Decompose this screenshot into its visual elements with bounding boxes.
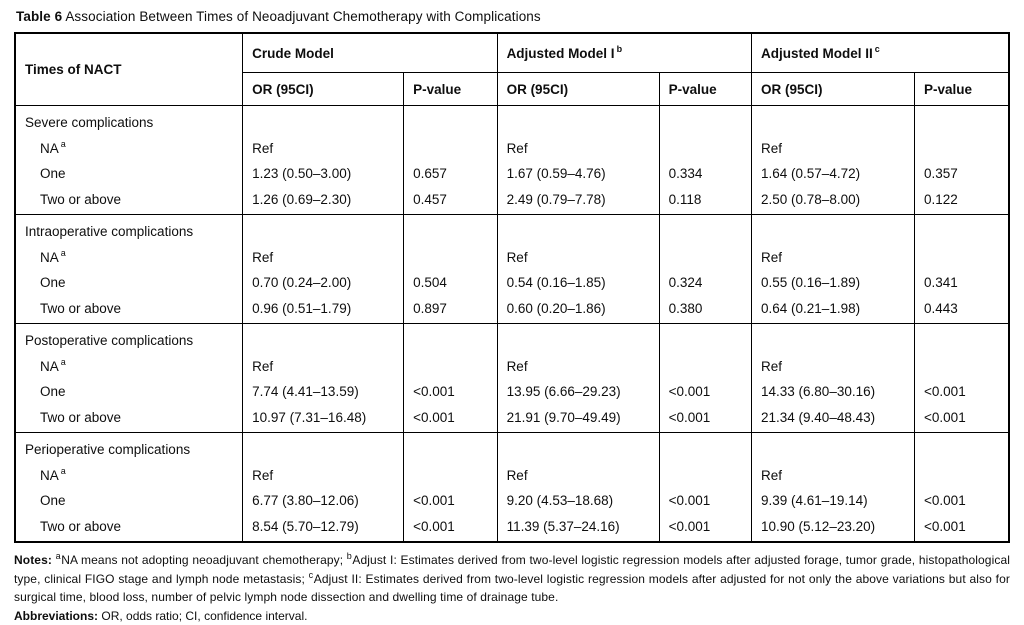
value-line: 1.67 (0.59–4.76) (507, 161, 655, 187)
value-line: Ref (507, 354, 655, 380)
value-line (413, 463, 492, 489)
blank-line (761, 110, 910, 136)
section-title: Perioperative complications (25, 437, 238, 463)
column-group-adjusted-model-2 (752, 33, 1009, 73)
adjusted-model-2-superscript: c (875, 44, 880, 54)
value-line: 0.54 (0.16–1.85) (507, 270, 655, 296)
or-95ci-cell (752, 324, 915, 433)
value-line: 13.95 (6.66–29.23) (507, 379, 655, 405)
row-label: One (25, 488, 238, 514)
value-line: <0.001 (669, 379, 747, 405)
value-line (669, 463, 747, 489)
blank-line (413, 328, 492, 354)
p-value-cell (659, 106, 751, 215)
blank-line (252, 110, 399, 136)
value-line: <0.001 (669, 514, 747, 540)
p-value-cell (404, 324, 497, 433)
value-line (669, 245, 747, 271)
or-95ci-cell (752, 106, 915, 215)
value-line: 11.39 (5.37–24.16) (507, 514, 655, 540)
row-label-cell (15, 106, 243, 215)
row-label: Two or above (25, 405, 238, 431)
row-label-cell (15, 433, 243, 543)
value-line: Ref (761, 463, 910, 489)
blank-line (924, 437, 1004, 463)
adjusted-model-2-label: Adjusted Model II (761, 46, 873, 61)
row-label: Two or above (25, 514, 238, 540)
value-line: 9.20 (4.53–18.68) (507, 488, 655, 514)
p-value-cell (659, 324, 751, 433)
column-group-adjusted-model-1 (497, 33, 751, 73)
row-label: Two or above (25, 187, 238, 213)
p-value-cell (915, 324, 1009, 433)
value-line: Ref (252, 136, 399, 162)
or-95ci-cell (497, 106, 659, 215)
or-95ci-cell (243, 324, 404, 433)
value-line: <0.001 (924, 514, 1004, 540)
p-value-cell (404, 106, 497, 215)
value-line: <0.001 (413, 405, 492, 431)
blank-line (252, 328, 399, 354)
notes (14, 551, 1010, 607)
table-section-row (15, 106, 1009, 215)
column-header-or-crude: OR (95CI) (243, 73, 404, 106)
row-label: NA $^a$ (25, 354, 238, 380)
column-header-or-adjusted-1: OR (95CI) (497, 73, 659, 106)
section-title: Intraoperative complications (25, 219, 238, 245)
or-95ci-cell (497, 324, 659, 433)
p-value-cell (915, 433, 1009, 543)
blank-line (669, 219, 747, 245)
blank-line (669, 110, 747, 136)
value-line: <0.001 (413, 379, 492, 405)
value-line: 1.26 (0.69–2.30) (252, 187, 399, 213)
blank-line (507, 437, 655, 463)
value-line: Ref (507, 245, 655, 271)
blank-line (252, 437, 399, 463)
value-line (669, 136, 747, 162)
value-line: <0.001 (924, 488, 1004, 514)
value-line: <0.001 (924, 405, 1004, 431)
row-label-cell (15, 215, 243, 324)
row-label: One (25, 161, 238, 187)
notes-text: $^a$NA means not adopting neoadjuvant chemotherapy; $^b$Adjust I: Estimates derived from two-level logistic regression models after adjusted forage, tumor grade, histopathological type, clinical FIGO stage and lymph node metastasis; $^c$Adjust II: Estimates derived from two-level logistic regression models after adjusted for not only the above variations but also for surgical time, blood loss, number of pelvic lymph node dissection and dwelling time of drainage tube. (14, 553, 1010, 604)
blank-line (413, 437, 492, 463)
table-caption-text: Association Between Times of Neoadjuvant Chemotherapy with Complications (65, 9, 540, 24)
table-caption (16, 9, 1010, 24)
value-line: 2.50 (0.78–8.00) (761, 187, 910, 213)
table-header (15, 33, 1009, 106)
blank-line (413, 219, 492, 245)
blank-line (669, 437, 747, 463)
table-body (15, 106, 1009, 543)
or-95ci-cell (243, 433, 404, 543)
blank-line (924, 328, 1004, 354)
value-line: 0.380 (669, 296, 747, 322)
table-caption-label: Table 6 (16, 9, 62, 24)
value-line: <0.001 (669, 405, 747, 431)
section-title: Postoperative complications (25, 328, 238, 354)
value-line: 0.118 (669, 187, 747, 213)
value-line: 10.90 (5.12–23.20) (761, 514, 910, 540)
value-line: 1.64 (0.57–4.72) (761, 161, 910, 187)
value-line (413, 354, 492, 380)
blank-line (761, 328, 910, 354)
row-label-superscript: a (61, 466, 66, 476)
column-header-p-adjusted-1: P-value (659, 73, 751, 106)
value-line: <0.001 (413, 514, 492, 540)
value-line: 7.74 (4.41–13.59) (252, 379, 399, 405)
value-line: Ref (761, 136, 910, 162)
column-header-times-of-nact: Times of NACT (15, 33, 243, 106)
row-label-superscript: a (61, 139, 66, 149)
blank-line (413, 110, 492, 136)
blank-line (924, 110, 1004, 136)
value-line: 0.70 (0.24–2.00) (252, 270, 399, 296)
value-line (924, 136, 1004, 162)
adjusted-model-1-superscript: b (617, 44, 623, 54)
value-line (413, 245, 492, 271)
row-label: Two or above (25, 296, 238, 322)
value-line: 0.504 (413, 270, 492, 296)
table-section-row (15, 324, 1009, 433)
p-value-cell (915, 106, 1009, 215)
abbreviations (14, 607, 1010, 625)
table-section-row (15, 433, 1009, 543)
value-line: <0.001 (413, 488, 492, 514)
value-line: 0.324 (669, 270, 747, 296)
model-group-header-row (15, 33, 1009, 73)
row-label: NA $^a$ (25, 245, 238, 271)
note-superscript: b (347, 551, 352, 561)
blank-line (924, 219, 1004, 245)
value-line: 14.33 (6.80–30.16) (761, 379, 910, 405)
row-label: NA $^a$ (25, 463, 238, 489)
or-95ci-cell (752, 433, 915, 543)
note-superscript: a (56, 551, 61, 561)
value-line: 0.457 (413, 187, 492, 213)
value-line: Ref (252, 463, 399, 489)
blank-line (507, 328, 655, 354)
value-line (924, 354, 1004, 380)
or-95ci-cell (243, 106, 404, 215)
value-line: Ref (507, 463, 655, 489)
row-label-superscript: a (61, 248, 66, 258)
abbreviations-label: Abbreviations: (14, 609, 98, 623)
row-label: NA $^a$ (25, 136, 238, 162)
or-95ci-cell (497, 215, 659, 324)
value-line: 0.64 (0.21–1.98) (761, 296, 910, 322)
column-header-p-adjusted-2: P-value (915, 73, 1009, 106)
value-line: 0.122 (924, 187, 1004, 213)
value-line: 0.897 (413, 296, 492, 322)
or-95ci-cell (497, 433, 659, 543)
blank-line (669, 328, 747, 354)
value-line: <0.001 (669, 488, 747, 514)
section-title: Severe complications (25, 110, 238, 136)
notes-label: Notes: (14, 553, 52, 567)
value-line (669, 354, 747, 380)
row-label: One (25, 270, 238, 296)
blank-line (761, 219, 910, 245)
value-line: Ref (252, 354, 399, 380)
value-line: 9.39 (4.61–19.14) (761, 488, 910, 514)
value-line: 0.443 (924, 296, 1004, 322)
column-header-or-adjusted-2: OR (95CI) (752, 73, 915, 106)
value-line: 2.49 (0.79–7.78) (507, 187, 655, 213)
value-line: 21.34 (9.40–48.43) (761, 405, 910, 431)
row-label-cell (15, 324, 243, 433)
p-value-cell (659, 433, 751, 543)
row-label: One (25, 379, 238, 405)
value-line: 8.54 (5.70–12.79) (252, 514, 399, 540)
value-line: 0.55 (0.16–1.89) (761, 270, 910, 296)
p-value-cell (915, 215, 1009, 324)
results-table (14, 32, 1010, 543)
value-line: 1.23 (0.50–3.00) (252, 161, 399, 187)
column-header-p-crude: P-value (404, 73, 497, 106)
crude-model-label: Crude Model (252, 46, 334, 61)
value-line: Ref (507, 136, 655, 162)
blank-line (507, 110, 655, 136)
table-section-row (15, 215, 1009, 324)
or-95ci-cell (752, 215, 915, 324)
abbreviations-text: OR, odds ratio; CI, confidence interval. (101, 609, 307, 623)
value-line: Ref (761, 245, 910, 271)
value-line: 0.657 (413, 161, 492, 187)
column-group-crude-model (243, 33, 497, 73)
p-value-cell (404, 433, 497, 543)
value-line (924, 245, 1004, 271)
value-line: 0.96 (0.51–1.79) (252, 296, 399, 322)
p-value-cell (404, 215, 497, 324)
blank-line (252, 219, 399, 245)
row-label-superscript: a (61, 357, 66, 367)
value-line (413, 136, 492, 162)
value-line: <0.001 (924, 379, 1004, 405)
blank-line (761, 437, 910, 463)
value-line: Ref (252, 245, 399, 271)
adjusted-model-1-label: Adjusted Model I (507, 46, 615, 61)
value-line: 0.60 (0.20–1.86) (507, 296, 655, 322)
value-line (924, 463, 1004, 489)
value-line: 6.77 (3.80–12.06) (252, 488, 399, 514)
value-line: 0.357 (924, 161, 1004, 187)
note-superscript: c (309, 570, 314, 580)
p-value-cell (659, 215, 751, 324)
or-95ci-cell (243, 215, 404, 324)
blank-line (507, 219, 655, 245)
value-line: 0.341 (924, 270, 1004, 296)
value-line: Ref (761, 354, 910, 380)
value-line: 21.91 (9.70–49.49) (507, 405, 655, 431)
value-line: 0.334 (669, 161, 747, 187)
value-line: 10.97 (7.31–16.48) (252, 405, 399, 431)
